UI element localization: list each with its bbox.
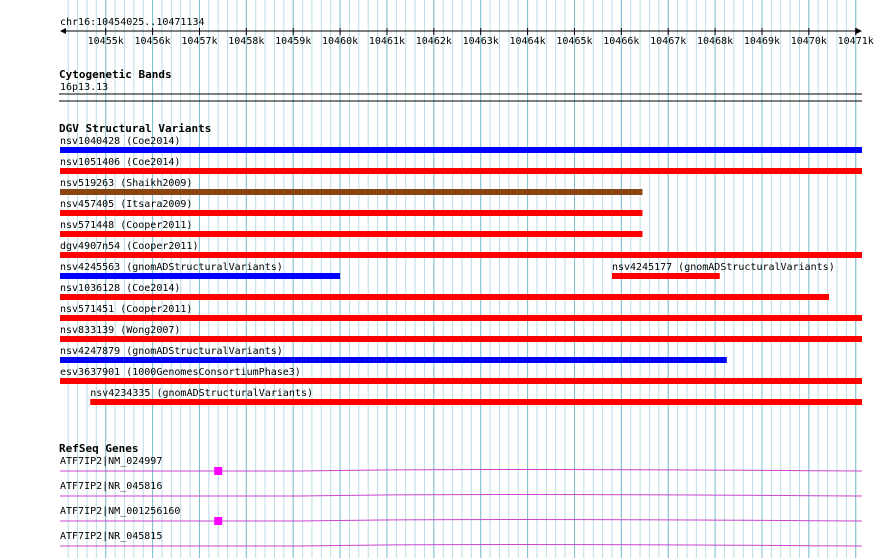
ruler-tick-label: 10462k (415, 36, 452, 47)
dgv-variant[interactable] (60, 346, 727, 363)
ruler-tick-label: 10468k (697, 36, 734, 47)
refseq-track (59, 442, 862, 546)
ruler-tick-label: 10461k (368, 36, 406, 47)
dgv-variant-label: nsv833139 (Wong2007) (60, 325, 181, 336)
dgv-variant-label: nsv1040428 (Coe2014) (60, 136, 181, 147)
ruler-tick-label: 10464k (509, 36, 546, 47)
dgv-variant-bar[interactable] (60, 231, 642, 237)
dgv-variant-bar[interactable] (60, 378, 862, 384)
dgv-variant[interactable] (60, 241, 862, 258)
dgv-variant[interactable] (60, 325, 862, 342)
ruler-tick-label: 10463k (462, 36, 499, 47)
ruler-tick-label: 10455k (87, 36, 124, 47)
dgv-variant-label: esv3637901 (1000GenomesConsortiumPhase3) (60, 367, 301, 378)
dgv-variant-bar[interactable] (60, 336, 862, 342)
dgv-variant[interactable] (60, 262, 340, 279)
ruler-tick-label: 10465k (556, 36, 593, 47)
dgv-variant-label: nsv1051406 (Coe2014) (60, 157, 181, 168)
dgv-variant[interactable] (60, 220, 642, 237)
dgv-variant[interactable] (90, 388, 862, 405)
ruler-tick-label: 10471k (837, 36, 874, 47)
dgv-variant[interactable] (60, 136, 862, 153)
dgv-variant-label: nsv571451 (Cooper2011) (60, 304, 193, 315)
cytoband-track-title: Cytogenetic Bands (59, 68, 172, 81)
dgv-variant[interactable] (60, 283, 829, 300)
ruler-tick-label: 10456k (134, 36, 171, 47)
ruler-left-arrow-icon (60, 28, 66, 34)
ruler-tick-label: 10457k (181, 36, 218, 47)
dgv-variant-label: nsv4245563 (gnomADStructuralVariants) (60, 262, 283, 273)
dgv-variant-label: nsv519263 (Shaikh2009) (60, 178, 193, 189)
dgv-variant[interactable] (612, 262, 835, 279)
ruler-tick-label: 10470k (790, 36, 827, 47)
dgv-variant-bar[interactable] (60, 315, 862, 321)
dgv-variant-bar[interactable] (60, 168, 862, 174)
dgv-variant[interactable] (60, 367, 862, 384)
cytoband-track[interactable] (59, 68, 862, 101)
dgv-variant-bar[interactable] (60, 294, 829, 300)
dgv-variant-label: nsv4247879 (gnomADStructuralVariants) (60, 346, 283, 357)
dgv-variant-bar[interactable] (60, 147, 862, 153)
refseq-track-title: RefSeq Genes (59, 442, 139, 455)
dgv-variant-label: nsv457405 (Itsara2009) (60, 199, 193, 210)
ruler-tick-label: 10458k (228, 36, 265, 47)
ruler-tick-label: 10459k (275, 36, 312, 47)
refseq-gene-label: ATF7IP2|NR_045816 (60, 481, 163, 492)
dgv-variant-bar[interactable] (60, 210, 642, 216)
ruler-track (60, 17, 874, 47)
dgv-variant-bar[interactable] (612, 273, 720, 279)
dgv-variant-bar[interactable] (60, 273, 340, 279)
dgv-variant-bar[interactable] (60, 357, 727, 363)
dgv-variant-bar[interactable] (60, 189, 642, 195)
refseq-gene-label: ATF7IP2|NM_024997 (60, 456, 163, 467)
dgv-variant-label: nsv571448 (Cooper2011) (60, 220, 193, 231)
cytoband-label: 16p13.13 (60, 82, 109, 93)
dgv-variant-bar[interactable] (90, 399, 862, 405)
ruler-tick-label: 10466k (603, 36, 640, 47)
ruler-tick-label: 10467k (650, 36, 687, 47)
location-label: chr16:10454025..10471134 (60, 17, 205, 28)
refseq-gene-label: ATF7IP2|NM_001256160 (60, 506, 181, 517)
ruler-tick-label: 10469k (743, 36, 781, 47)
dgv-variant-label: dgv4907n54 (Cooper2011) (60, 241, 199, 252)
refseq-gene-label: ATF7IP2|NR_045815 (60, 531, 163, 542)
dgv-variant[interactable] (60, 178, 642, 195)
refseq-exon[interactable] (214, 467, 222, 475)
ruler-tick-label: 10460k (322, 36, 359, 47)
refseq-exon[interactable] (214, 517, 222, 525)
ruler-right-arrow-icon (856, 28, 862, 34)
dgv-variant[interactable] (60, 304, 862, 321)
dgv-track-title: DGV Structural Variants (59, 122, 212, 135)
dgv-track (59, 122, 862, 405)
dgv-variant[interactable] (60, 199, 642, 216)
dgv-variant-label: nsv1036128 (Coe2014) (60, 283, 181, 294)
dgv-variant[interactable] (60, 157, 862, 174)
dgv-variant-bar[interactable] (60, 252, 862, 258)
dgv-variant-label: nsv4245177 (gnomADStructuralVariants) (611, 262, 835, 273)
dgv-variant-label: nsv4234335 (gnomADStructuralVariants) (90, 388, 314, 399)
